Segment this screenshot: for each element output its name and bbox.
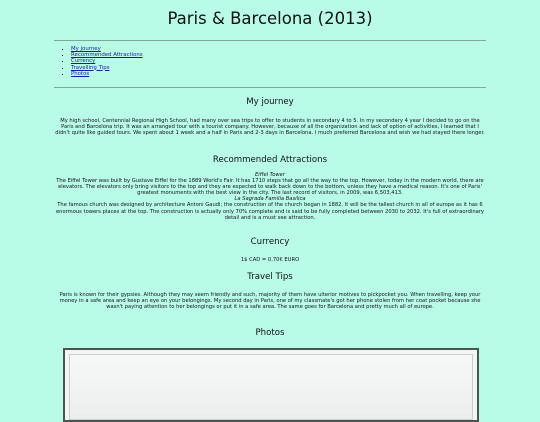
- attraction-text-sagrada: The famous church was designed by architecture Antoni Gaudi; the construction of the church began in 1882. It will be the tallest church in all of europe as it has 6 enormous towers places at the top. The construction is actually only 70% complete and is said to be fully completed between 2030 to 2032. It's full of extraordinary detail and is a must see attraction.: [55, 202, 485, 221]
- toc-link-journey[interactable]: My journey: [71, 46, 101, 52]
- journey-text: My high school, Centennial Regional High School, had many over sea trips to offer to students in secondary 4 to 5. In my secondary 4 year I decided to go on the Paris and Barcelona trip. It was an arranged tour with a tourist company. However, because of all the organization and lack of option of activities, I learned that I didn't quite like guided tours. We spent about 1 week and a half in Paris and 2-3 days in Barcelona. I much preferred Barcelona and wish we had stayed there longer.: [55, 118, 485, 137]
- toc-link-currency[interactable]: Currency: [71, 58, 96, 65]
- heading-photos: Photos: [255, 328, 285, 338]
- attraction-name-sagrada: La Sagrada Familia Basilica: [234, 196, 306, 203]
- heading-my-journey: My journey: [246, 97, 294, 107]
- heading-currency: Currency: [250, 237, 290, 247]
- toc-link-photos[interactable]: Photos: [71, 70, 90, 77]
- currency-text: 1$ CAD = 0.70€ EURO: [240, 257, 300, 263]
- attraction-text-eiffel: The Eiffel Tower was built by Gustave Eiffel for the 1889 World's Fair. It has 1710 steps that go all the way to the top. However, today in the modern world, there are elevators. The elevators only bring visitors to the top and they are expected to walk back down to the bottom, unless they have a medical reason. It's one of Paris' greatest monuments with the best view in the city. The last record of visitors, in 2009, was 6,503,413.: [56, 178, 484, 197]
- photo-image: [63, 348, 479, 422]
- toc-link-attractions[interactable]: Recommended Attractions: [71, 52, 143, 59]
- heading-attractions: Recommended Attractions: [212, 155, 328, 165]
- attractions-block: [54, 172, 486, 221]
- tips-text: Paris is known for their gypsies. Although they may seem friendly and such, majority of them have ulterior motives to pickpocket you. When travelling, keep your money in a safe area and keep an eye on your belongings. My second day in Paris, one of my classmate's got her phone stolen from her coat pocket because she wasn't paying attention to her belongings or put it in a safe area. The same goes for Barcelona and pretty much all of europe.: [59, 292, 481, 311]
- toc-link-tips[interactable]: Travelling Tips: [71, 64, 110, 71]
- table-of-contents: [62, 46, 143, 77]
- divider-toc: [54, 87, 486, 88]
- page-title: Paris & Barcelona (2013): [167, 9, 373, 28]
- divider-top: [54, 40, 486, 41]
- attraction-name-eiffel: Eiffel Tower: [254, 172, 285, 178]
- heading-travel-tips: Travel Tips: [247, 272, 293, 282]
- toc-item-photos: [71, 71, 143, 77]
